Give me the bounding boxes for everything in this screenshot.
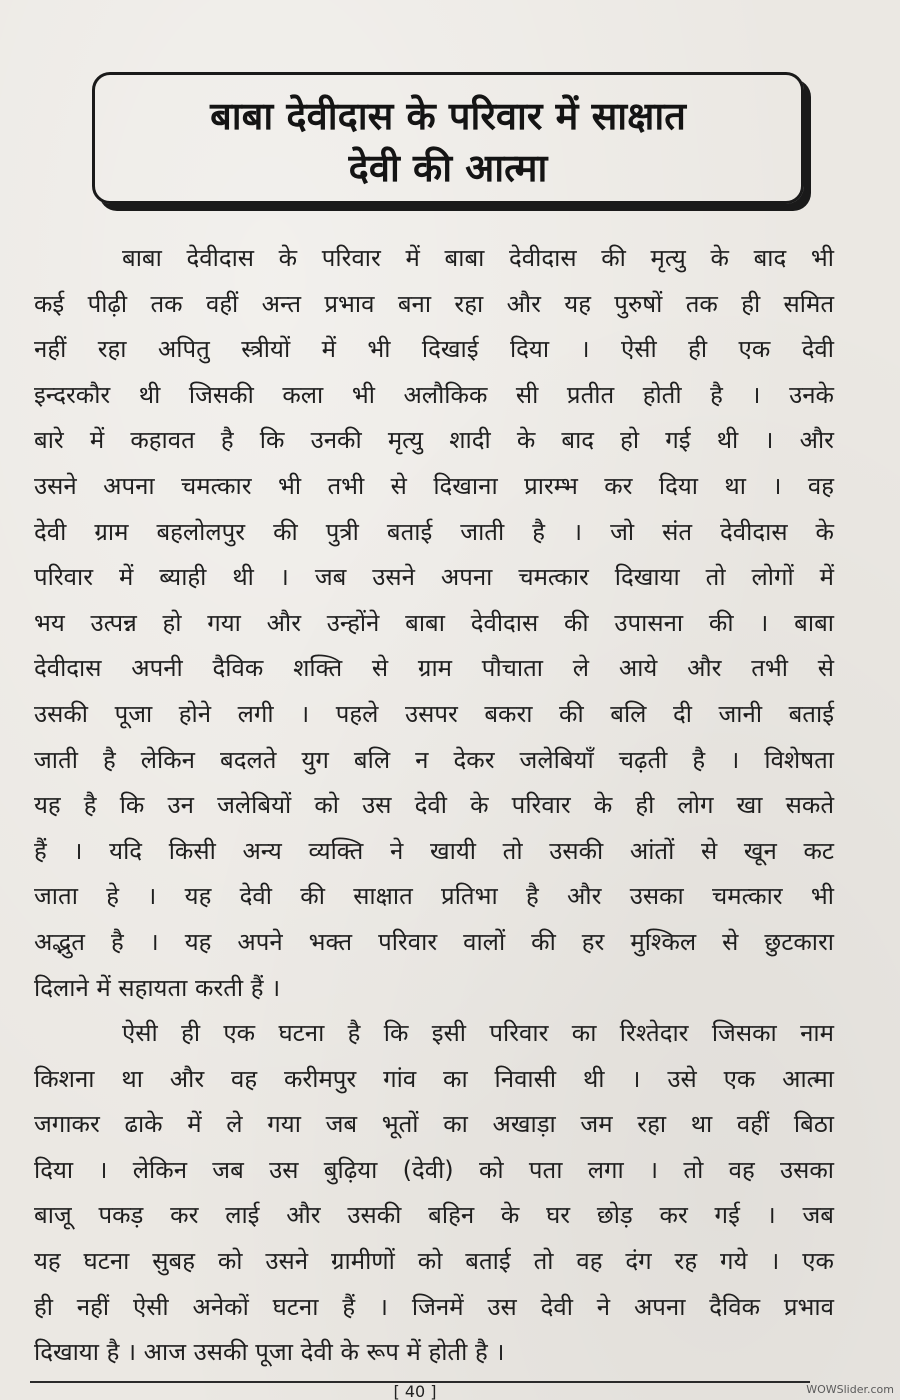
text-line: बारे में कहावत है कि उनकी मृत्यु शादी के बाद हो गई थी । और [34, 426, 834, 455]
chapter-title-line-2: देवी की आत्मा [348, 146, 548, 190]
text-line: दिलाने में सहायता करती हैं । [34, 973, 281, 1002]
text-line: परिवार में ब्याही थी । जब उसने अपना चमत्कार दिखाया तो लोगों में [34, 563, 834, 592]
text-line: ऐसी ही एक घटना है कि इसी परिवार का रिश्तेदार जिसका नाम [122, 1019, 834, 1048]
text-line: हैं । यदि किसी अन्य व्यक्ति ने खायी तो उसकी आंतों से खून कट [34, 836, 834, 865]
watermark: WOWSlider.com [806, 1383, 894, 1396]
text-line: नहीं रहा अपितु स्त्रीयों में भी दिखाई दिया । ऐसी ही एक देवी [34, 335, 834, 364]
text-line: उसकी पूजा होने लगी । पहले उसपर बकरा की बलि दी जानी बताई [34, 699, 834, 728]
chapter-title-line-1: बाबा देवीदास के परिवार में साक्षात [210, 94, 686, 138]
text-line: ही नहीं ऐसी अनेकों घटना हैं । जिनमें उस देवी ने अपना दैविक प्रभाव [34, 1292, 834, 1321]
text-line: बाजू पकड़ कर लाई और उसकी बहिन के घर छोड़ कर गई । जब [34, 1201, 834, 1230]
paragraph-2 [34, 1011, 834, 1376]
paragraph-1 [34, 236, 834, 1011]
text-line: उसने अपना चमत्कार भी तभी से दिखाना प्रारम्भ कर दिया था । वह [34, 471, 834, 500]
text-line: कई पीढ़ी तक वहीं अन्त प्रभाव बना रहा और यह पुरुषों तक ही समित [34, 289, 834, 318]
page-number: [ 40 ] [393, 1384, 437, 1400]
text-line: जाती है लेकिन बदलते युग बलि न देकर जलेबियाँ चढ़ती है । विशेषता [34, 745, 834, 774]
text-line: दिया । लेकिन जब उस बुढ़िया (देवी) को पता लगा । तो वह उसका [34, 1155, 834, 1184]
text-line: भय उत्पन्न हो गया और उन्होंने बाबा देवीदास की उपासना की । बाबा [34, 608, 834, 637]
text-line: किशना था और वह करीमपुर गांव का निवासी थी । उसे एक आत्मा [34, 1064, 834, 1093]
footer-divider [30, 1381, 810, 1383]
text-line: यह है कि उन जलेबियों को उस देवी के परिवार के ही लोग खा सकते [34, 791, 834, 820]
text-line: बाबा देवीदास के परिवार में बाबा देवीदास की मृत्यु के बाद भी [122, 244, 834, 272]
text-line: देवी ग्राम बहलोलपुर की पुत्री बताई जाती है । जो संत देवीदास के [34, 517, 834, 546]
chapter-body [34, 236, 834, 1376]
chapter-title-box [92, 72, 804, 204]
text-line: इन्दरकौर थी जिसकी कला भी अलौकिक सी प्रतीत होती है । उनके [34, 380, 834, 409]
text-line: अद्भुत है । यह अपने भक्त परिवार वालों की हर मुश्किल से छुटकारा [34, 927, 834, 956]
text-line: जाता हे । यह देवी की साक्षात प्रतिभा है और उसका चमत्कार भी [34, 882, 834, 911]
text-line: दिखाया है । आज उसकी पूजा देवी के रूप में होती है । [34, 1338, 505, 1367]
text-line: देवीदास अपनी दैविक शक्ति से ग्राम पौचाता ले आये और तभी से [34, 654, 834, 683]
text-line: यह घटना सुबह को उसने ग्रामीणों को बताई तो वह दंग रह गये । एक [34, 1247, 834, 1276]
text-line: जगाकर ढाके में ले गया जब भूतों का अखाड़ा जम रहा था वहीं बिठा [34, 1110, 834, 1139]
